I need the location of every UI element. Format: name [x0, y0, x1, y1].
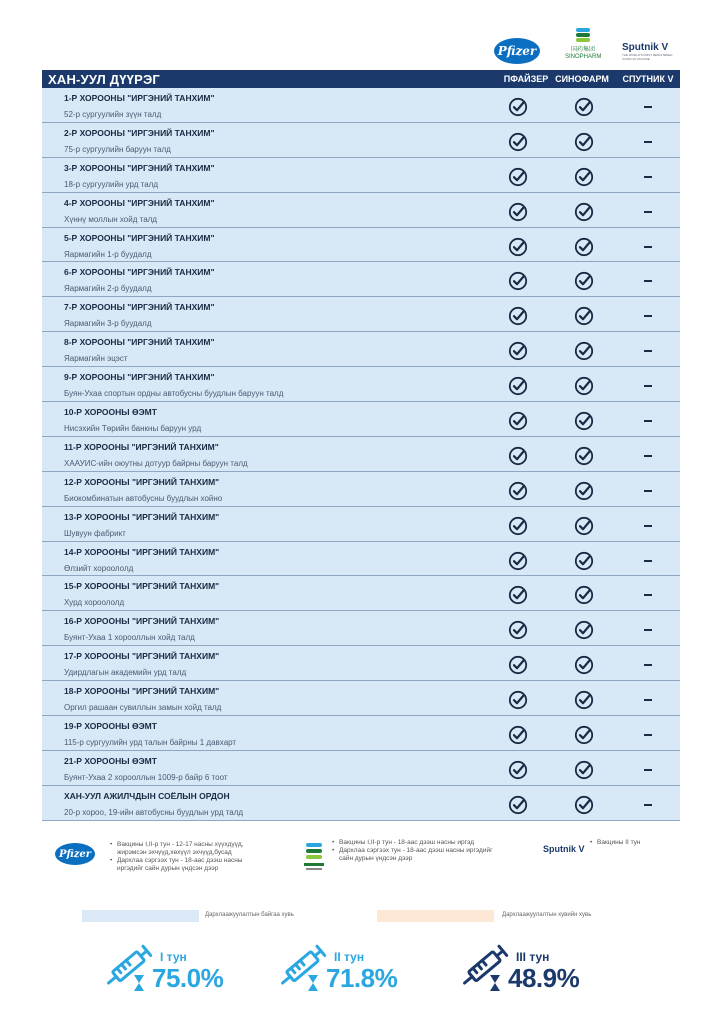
syringe-icon [456, 935, 516, 995]
table-row [42, 751, 680, 786]
check-icon [488, 202, 548, 222]
table-row [42, 437, 680, 472]
location-address: Буянт-Ухаа 2 хорооллын 1009-р байр 6 тоот [64, 772, 228, 782]
dash-icon [618, 551, 678, 571]
district-title: ХАН-УУЛ ДҮҮРЭГ [48, 72, 160, 87]
check-icon [488, 655, 548, 675]
location-name: 16-Р ХОРООНЫ "ИРГЭНИЙ ТАНХИМ" [64, 616, 220, 627]
vaccine-logos [0, 28, 723, 68]
dash-icon [618, 237, 678, 257]
location-name: 9-Р ХОРООНЫ "ИРГЭНИЙ ТАНХИМ" [64, 372, 215, 383]
dose-stats [0, 935, 723, 1005]
table-row [42, 332, 680, 367]
actual-bar [377, 910, 494, 922]
location-name: 4-Р ХОРООНЫ "ИРГЭНИЙ ТАНХИМ" [64, 197, 215, 208]
location-name: 12-Р ХОРООНЫ "ИРГЭНИЙ ТАНХИМ" [64, 476, 220, 487]
dash-icon [618, 167, 678, 187]
check-icon [488, 760, 548, 780]
check-icon [488, 620, 548, 640]
column-sputnik: СПУТНИК V [622, 74, 674, 84]
sputnik-legend: • Вакцины II тун [590, 839, 670, 847]
location-address: 75-р сургуулийн баруун талд [64, 144, 171, 154]
dash-icon [618, 655, 678, 675]
location-name: 10-Р ХОРООНЫ ӨЭМТ [64, 407, 157, 418]
dose-percent: 75.0% [152, 963, 224, 993]
dash-icon [618, 202, 678, 222]
check-icon [488, 167, 548, 187]
table-row [42, 542, 680, 577]
dash-icon [618, 760, 678, 780]
column-pfizer: ПФАЙЗЕР [503, 74, 549, 84]
pfizer-legend: • Вакцины I,II-р тун - 12-17 насны хүүхдүүд, жирэмсэн эхчүүд,хөхүүл эхчүүд,бусад • Дархлаа сэргээх тун - 18-аас дээш насны иргэдийг сайн дурын үндсэн дээр [110, 841, 260, 873]
location-table [42, 88, 680, 821]
coverage-bars [0, 910, 723, 924]
check-icon [554, 376, 614, 396]
table-row [42, 472, 680, 507]
check-icon [488, 132, 548, 152]
location-address: Шувуун фабрикт [64, 528, 126, 538]
location-name: 15-Р ХОРООНЫ "ИРГЭНИЙ ТАНХИМ" [64, 581, 220, 592]
table-row [42, 507, 680, 542]
check-icon [488, 690, 548, 710]
table-row [42, 716, 680, 751]
location-name: 5-Р ХОРООНЫ "ИРГЭНИЙ ТАНХИМ" [64, 232, 215, 243]
dose-label: II тун [334, 950, 365, 964]
check-icon [554, 306, 614, 326]
check-icon [488, 411, 548, 431]
location-name: 19-Р ХОРООНЫ ӨЭМТ [64, 721, 157, 732]
dash-icon [618, 481, 678, 501]
check-icon [488, 237, 548, 257]
check-icon [488, 97, 548, 117]
check-icon [554, 481, 614, 501]
location-address: Яармагийн 1-р буудалд [64, 249, 152, 259]
check-icon [554, 446, 614, 466]
check-icon [488, 551, 548, 571]
check-icon [554, 620, 614, 640]
sinopharm-logo [302, 841, 326, 873]
check-icon [488, 516, 548, 536]
check-icon [488, 585, 548, 605]
table-row [42, 88, 680, 123]
location-address: 115-р сургуулийн урд талын байрны 1 давхарт [64, 738, 237, 748]
sinopharm-logo: 国药集团 SINOPHARM [565, 28, 601, 68]
table-row [42, 193, 680, 228]
target-bar [82, 910, 199, 922]
dose-percent: 48.9% [508, 963, 580, 993]
location-name: 11-Р ХОРООНЫ "ИРГЭНИЙ ТАНХИМ" [64, 441, 219, 452]
location-address: Удирдлагын академийн урд талд [64, 668, 187, 678]
dash-icon [618, 690, 678, 710]
target-bar-label: Дархлаажуулалтын байгаа хувь [205, 912, 294, 918]
check-icon [554, 97, 614, 117]
check-icon [554, 132, 614, 152]
dash-icon [618, 97, 678, 117]
dash-icon [618, 411, 678, 431]
check-icon [554, 516, 614, 536]
location-address: 20-р хороо, 19-ийн автобусны буудлын урд талд [64, 807, 244, 817]
legend [0, 835, 723, 885]
check-icon [488, 306, 548, 326]
table-row [42, 681, 680, 716]
location-name: 18-Р ХОРООНЫ "ИРГЭНИЙ ТАНХИМ" [64, 686, 220, 697]
location-address: Хүннү моллын хойд талд [64, 214, 157, 224]
location-address: Нисэхийн Төрийн банкны баруун урд [64, 424, 202, 434]
dash-icon [618, 306, 678, 326]
dash-icon [618, 376, 678, 396]
sputnik-logo: Sputnik V THE WORLD'S FIRST REGISTERED COVID-19 VACCINE [622, 42, 673, 61]
check-icon [554, 760, 614, 780]
location-address: Буян-Ухаа спортын ордны автобусны буудлын баруун талд [64, 389, 284, 399]
location-name: 13-Р ХОРООНЫ "ИРГЭНИЙ ТАНХИМ" [64, 511, 220, 522]
check-icon [554, 551, 614, 571]
check-icon [488, 481, 548, 501]
table-row [42, 367, 680, 402]
table-row [42, 297, 680, 332]
table-row [42, 402, 680, 437]
location-name: 7-Р ХОРООНЫ "ИРГЭНИЙ ТАНХИМ" [64, 302, 215, 313]
check-icon [554, 202, 614, 222]
location-name: 21-Р ХОРООНЫ ӨЭМТ [64, 755, 157, 766]
check-icon [488, 341, 548, 361]
dose-label: I тун [160, 950, 187, 964]
check-icon [488, 725, 548, 745]
dash-icon [618, 446, 678, 466]
check-icon [554, 237, 614, 257]
check-icon [488, 795, 548, 815]
pfizer-logo: Pfizer [55, 843, 95, 865]
location-name: 3-Р ХОРООНЫ "ИРГЭНИЙ ТАНХИМ" [64, 162, 215, 173]
location-address: ХААУИС-ийн оюутны дотуур байрны баруун талд [64, 458, 248, 468]
dash-icon [618, 516, 678, 536]
location-address: Биокомбинатын автобусны буудлын хойно [64, 493, 223, 503]
location-name: 14-Р ХОРООНЫ "ИРГЭНИЙ ТАНХИМ" [64, 546, 220, 557]
location-address: Хурд хороололд [64, 598, 125, 608]
table-row [42, 611, 680, 646]
check-icon [554, 167, 614, 187]
check-icon [554, 585, 614, 605]
check-icon [554, 725, 614, 745]
table-row [42, 786, 680, 821]
dose-stat [456, 935, 626, 1005]
table-row [42, 158, 680, 193]
dash-icon [618, 132, 678, 152]
location-address: 18-р сургуулийн урд талд [64, 179, 159, 189]
dose-percent: 71.8% [326, 963, 398, 993]
check-icon [554, 411, 614, 431]
table-row [42, 262, 680, 297]
table-row [42, 646, 680, 681]
syringe-icon [100, 935, 160, 995]
check-icon [488, 446, 548, 466]
location-address: Яармагийн 2-р буудалд [64, 284, 152, 294]
location-name: 17-Р ХОРООНЫ "ИРГЭНИЙ ТАНХИМ" [64, 651, 220, 662]
location-name: 1-Р ХОРООНЫ "ИРГЭНИЙ ТАНХИМ" [64, 93, 215, 103]
table-header [42, 70, 680, 88]
dash-icon [618, 341, 678, 361]
actual-bar-label: Дархлаажуулалтын хувийн хувь [502, 912, 592, 918]
table-row [42, 228, 680, 263]
dose-stat [100, 935, 270, 1005]
dose-stat [274, 935, 444, 1005]
dash-icon [618, 725, 678, 745]
check-icon [554, 795, 614, 815]
syringe-icon [274, 935, 334, 995]
location-address: Яармагийн эцэст [64, 354, 128, 364]
column-sinopharm: СИНОФАРМ [555, 74, 609, 84]
location-address: 52-р сургуулийн зүүн талд [64, 110, 162, 119]
location-address: Өлзийт хороололд [64, 563, 134, 573]
dose-label: III тун [516, 950, 550, 964]
check-icon [554, 655, 614, 675]
location-address: Яармагийн 3-р буудалд [64, 319, 152, 329]
pfizer-logo: Pfizer [494, 38, 540, 64]
location-address: Буянт-Ухаа 1 хорооллын хойд талд [64, 633, 195, 643]
location-name: 6-Р ХОРООНЫ "ИРГЭНИЙ ТАНХИМ" [64, 267, 215, 278]
dash-icon [618, 795, 678, 815]
check-icon [554, 341, 614, 361]
location-name: ХАН-УУЛ АЖИЛЧДЫН СОЁЛЫН ОРДОН [64, 790, 230, 801]
table-row [42, 123, 680, 158]
dash-icon [618, 620, 678, 640]
table-row [42, 576, 680, 611]
location-name: 8-Р ХОРООНЫ "ИРГЭНИЙ ТАНХИМ" [64, 337, 215, 348]
check-icon [488, 271, 548, 291]
location-name: 2-Р ХОРООНЫ "ИРГЭНИЙ ТАНХИМ" [64, 127, 215, 138]
location-address: Оргил рашаан сувиллын замын хойд талд [64, 703, 222, 713]
sputnik-logo: Sputnik V [543, 844, 585, 854]
check-icon [488, 376, 548, 396]
dash-icon [618, 271, 678, 291]
dash-icon [618, 585, 678, 605]
check-icon [554, 690, 614, 710]
sinopharm-legend: • Вакцины I,II-р тун - 18-аас дээш насны иргэд • Дархлаа сэргээх тун - 18-аас дээш насны иргэдийг сайн дурын үндсэн дээр [332, 839, 497, 863]
check-icon [554, 271, 614, 291]
